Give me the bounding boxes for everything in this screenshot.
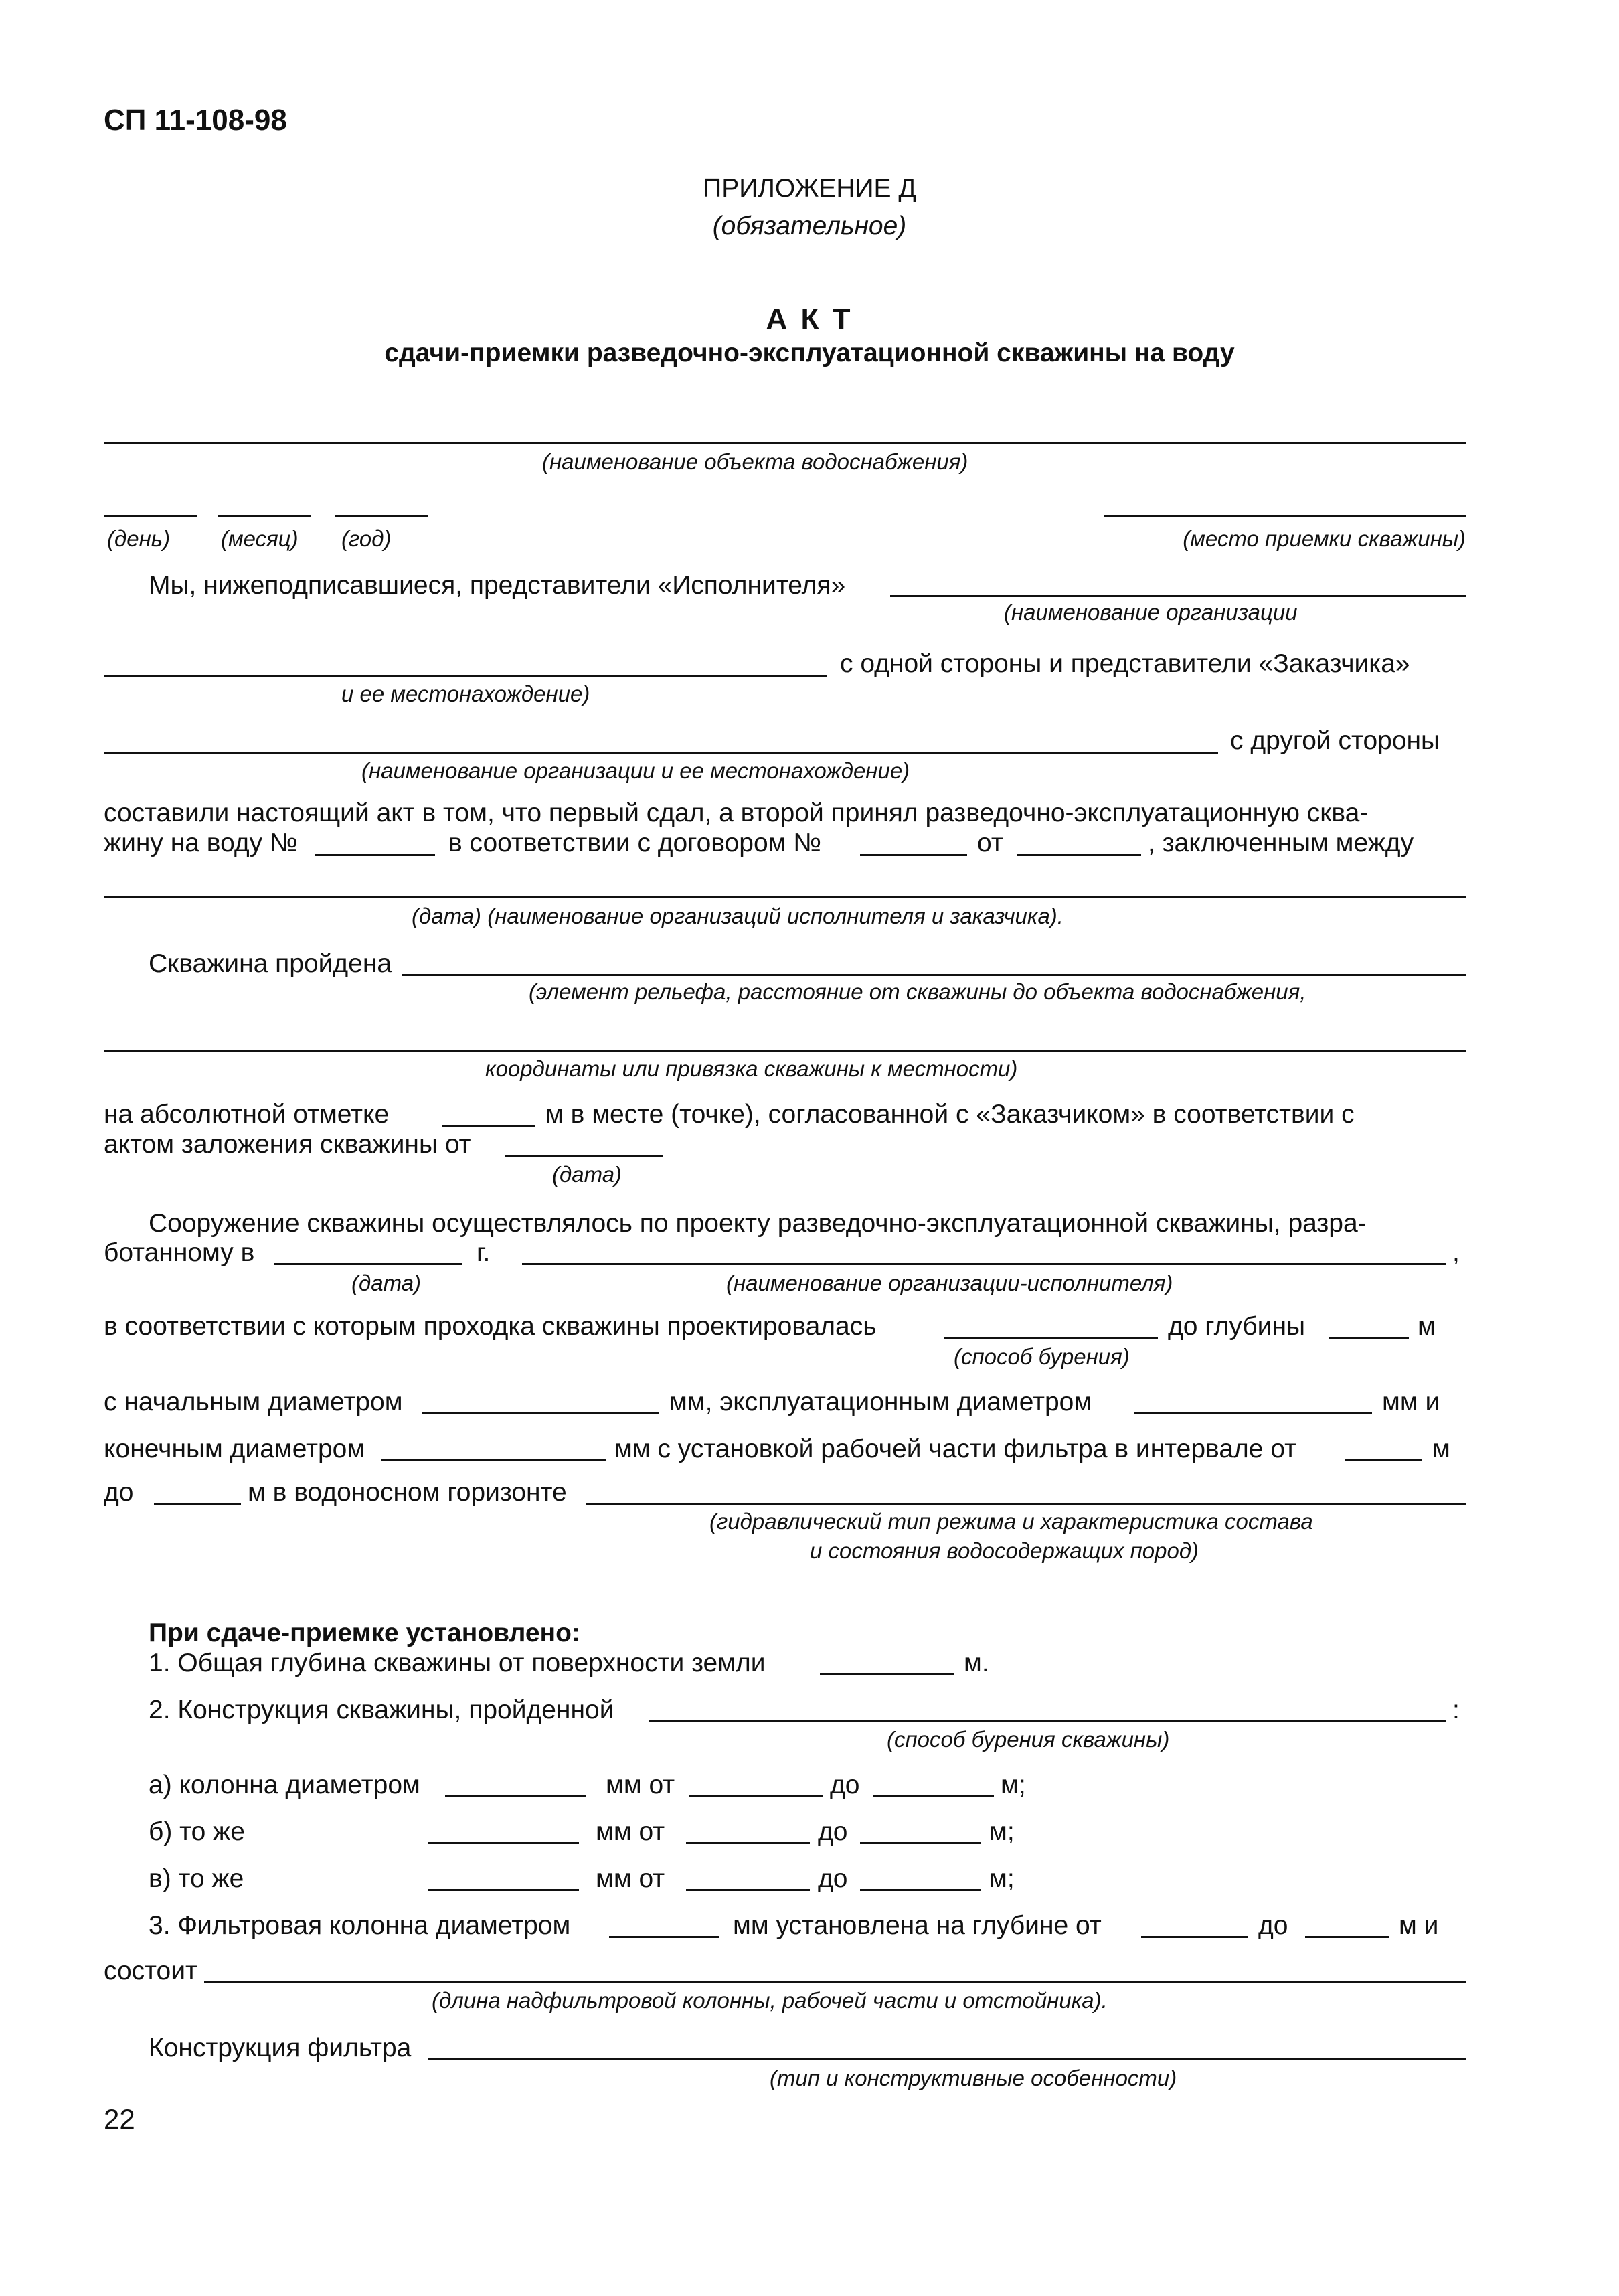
design-depth-unit: м xyxy=(1418,1312,1436,1341)
project-date-line[interactable] xyxy=(274,1263,462,1265)
contract-date-line[interactable] xyxy=(1017,854,1141,856)
design-depth-line[interactable] xyxy=(1329,1337,1409,1339)
date-orgs-caption: (дата) (наименование организаций исполнителя и заказчика). xyxy=(412,904,1063,928)
item2-text: 2. Конструкция скважины, пройденной xyxy=(149,1696,614,1724)
page-number: 22 xyxy=(104,2103,135,2135)
appendix-title: ПРИЛОЖЕНИЕ Д xyxy=(703,174,916,203)
day-line[interactable] xyxy=(104,515,197,517)
coords-caption: координаты или привязка скважины к местности) xyxy=(485,1056,1018,1081)
object-name-line[interactable] xyxy=(104,442,1466,444)
item3-to: до xyxy=(1258,1911,1288,1940)
item3-text: 3. Фильтровая колонна диаметром xyxy=(149,1911,571,1940)
hydraulic-caption-2: и состояния водосодержащих пород) xyxy=(810,1538,1199,1563)
initial-diameter-line[interactable] xyxy=(422,1412,659,1414)
column-c-diameter-line[interactable] xyxy=(428,1889,579,1891)
drew-up-between: , заключенным между xyxy=(1148,829,1414,857)
other-side-text: с другой стороны xyxy=(1230,726,1440,755)
filter-column-composition-line[interactable] xyxy=(204,1981,1466,1983)
month-line[interactable] xyxy=(218,515,311,517)
column-b-mm-from: мм от xyxy=(596,1817,665,1846)
org-name-caption: (наименование организации xyxy=(1004,600,1298,625)
column-c-to-line[interactable] xyxy=(860,1889,981,1891)
filter-to-line[interactable] xyxy=(154,1503,241,1505)
column-b-diameter-line[interactable] xyxy=(428,1842,579,1844)
item2-colon: : xyxy=(1452,1696,1460,1724)
one-side-text: с одной стороны и представители «Заказчика» xyxy=(840,649,1410,678)
designed-text: в соответствии с которым проходка скважины проектировалась xyxy=(104,1312,877,1341)
column-a-mm-from: мм от xyxy=(606,1771,675,1799)
well-drilling-method-line[interactable] xyxy=(649,1720,1446,1722)
column-c-to: до xyxy=(818,1864,848,1893)
laying-date-caption: (дата) xyxy=(552,1162,622,1187)
project-org-line[interactable] xyxy=(522,1263,1446,1265)
aquifer-line[interactable] xyxy=(586,1503,1466,1505)
initial-diameter-text: с начальным диаметром xyxy=(104,1388,403,1416)
filter-from-line[interactable] xyxy=(1345,1459,1422,1461)
column-a-from-line[interactable] xyxy=(689,1795,823,1797)
drilling-method-caption: (способ бурения) xyxy=(954,1344,1130,1369)
drew-up-well-no: жину на воду № xyxy=(104,829,298,857)
filter-construction-text: Конструкция фильтра xyxy=(149,2034,412,2062)
operating-diameter-line[interactable] xyxy=(1134,1412,1372,1414)
total-depth-line[interactable] xyxy=(820,1673,954,1675)
drew-up-line-1: составили настоящий акт в том, что первый сдал, а второй принял разведочно-эксплуатационную сква- xyxy=(104,799,1369,827)
day-caption: (день) xyxy=(107,526,171,551)
drew-up-contract: в соответствии с договором № xyxy=(448,829,822,857)
column-a-label: а) колонна диаметром xyxy=(149,1771,420,1799)
abs-mark-line[interactable] xyxy=(442,1125,535,1127)
column-c-unit: м; xyxy=(989,1864,1015,1893)
column-a-unit: м; xyxy=(1001,1771,1026,1799)
org-name-location-caption: (наименование организации и ее местонахождение) xyxy=(361,758,910,783)
column-a-diameter-line[interactable] xyxy=(445,1795,586,1797)
item1-text: 1. Общая глубина скважины от поверхности земли xyxy=(149,1649,766,1677)
to-depth-text: до глубины xyxy=(1168,1312,1306,1341)
construction-comma: , xyxy=(1452,1238,1460,1267)
column-b-from-line[interactable] xyxy=(686,1842,810,1844)
laying-act-text: актом заложения скважины от xyxy=(104,1130,471,1159)
column-c-label: в) то же xyxy=(149,1864,244,1893)
filter-depth-to-line[interactable] xyxy=(1305,1936,1389,1938)
column-b-unit: м; xyxy=(989,1817,1015,1846)
operating-diameter-text: мм, эксплуатационным диаметром xyxy=(669,1388,1092,1416)
well-number-line[interactable] xyxy=(315,854,435,856)
laying-act-date-line[interactable] xyxy=(505,1155,663,1157)
we-signed-text: Мы, нижеподписавшиеся, представители «Исполнителя» xyxy=(149,571,846,600)
abs-mark-text: на абсолютной отметке xyxy=(104,1100,390,1129)
mm-and-text: мм и xyxy=(1382,1388,1440,1416)
object-name-caption: (наименование объекта водоснабжения) xyxy=(542,449,968,474)
column-b-label: б) то же xyxy=(149,1817,245,1846)
project-org-caption: (наименование организации-исполнителя) xyxy=(726,1270,1173,1295)
final-diameter-line[interactable] xyxy=(381,1459,606,1461)
filter-construction-line[interactable] xyxy=(428,2058,1466,2060)
column-c-mm-from: мм от xyxy=(596,1864,665,1893)
relief-line[interactable] xyxy=(402,974,1466,976)
construction-developed: ботанному в xyxy=(104,1238,255,1267)
date-orgs-line[interactable] xyxy=(104,896,1466,898)
drew-up-from: от xyxy=(977,829,1003,857)
item3-unit: м и xyxy=(1399,1911,1439,1940)
year-line[interactable] xyxy=(335,515,428,517)
month-caption: (месяц) xyxy=(221,526,299,551)
year-caption: (год) xyxy=(341,526,392,551)
hydraulic-caption-1: (гидравлический тип режима и характеристика состава xyxy=(709,1509,1313,1534)
column-b-to-line[interactable] xyxy=(860,1842,981,1844)
construction-line-1: Сооружение скважины осуществлялось по проекту разведочно-эксплуатационной скважины, разра- xyxy=(149,1209,1367,1238)
filter-column-caption: (длина надфильтровой колонны, рабочей части и отстойника). xyxy=(432,1988,1108,2013)
project-date-caption: (дата) xyxy=(351,1270,422,1295)
filter-depth-from-line[interactable] xyxy=(1141,1936,1248,1938)
customer-line[interactable] xyxy=(104,752,1218,754)
filter-from-unit: м xyxy=(1432,1434,1450,1463)
column-c-from-line[interactable] xyxy=(686,1889,810,1891)
drilling-method-line[interactable] xyxy=(944,1337,1158,1339)
item3-installed-text: мм установлена на глубине от xyxy=(733,1911,1102,1940)
filter-column-diameter-line[interactable] xyxy=(609,1936,719,1938)
column-b-to: до xyxy=(818,1817,848,1846)
relief-caption: (элемент рельефа, расстояние от скважины до объекта водоснабжения, xyxy=(529,979,1306,1004)
construction-year: г. xyxy=(477,1238,491,1267)
well-passed-text: Скважина пройдена xyxy=(149,949,392,978)
act-title: А К Т xyxy=(766,303,853,335)
final-diameter-text: конечным диаметром xyxy=(104,1434,365,1463)
well-drilling-method-caption: (способ бурения скважины) xyxy=(887,1727,1170,1752)
abs-mark-place-text: м в месте (точке), согласованной с «Заказчиком» в соответствии с xyxy=(545,1100,1355,1129)
aquifer-text: м в водоносном горизонте xyxy=(248,1478,567,1507)
coords-line[interactable] xyxy=(104,1050,1466,1052)
column-a-to-line[interactable] xyxy=(873,1795,994,1797)
act-subtitle: сдачи-приемки разведочно-эксплуатационной скважины на воду xyxy=(384,339,1235,367)
org-location-caption: и ее местонахождение) xyxy=(341,681,590,706)
executor-location-line[interactable] xyxy=(104,675,827,677)
filter-type-caption: (тип и конструктивные особенности) xyxy=(770,2066,1177,2090)
column-a-to: до xyxy=(830,1771,860,1799)
executor-name-line[interactable] xyxy=(890,595,1466,597)
place-line[interactable] xyxy=(1104,515,1466,517)
document-code: СП 11-108-98 xyxy=(104,104,287,137)
established-heading: При сдаче-приемке установлено: xyxy=(149,1619,580,1647)
item1-unit: м. xyxy=(964,1649,989,1677)
appendix-status: (обязательное) xyxy=(712,212,907,240)
filter-to-text: до xyxy=(104,1478,134,1507)
contract-number-line[interactable] xyxy=(860,854,967,856)
place-caption: (место приемки скважины) xyxy=(1183,526,1466,551)
filter-interval-text: мм с установкой рабочей части фильтра в интервале от xyxy=(614,1434,1297,1463)
consists-text: состоит xyxy=(104,1957,197,1985)
